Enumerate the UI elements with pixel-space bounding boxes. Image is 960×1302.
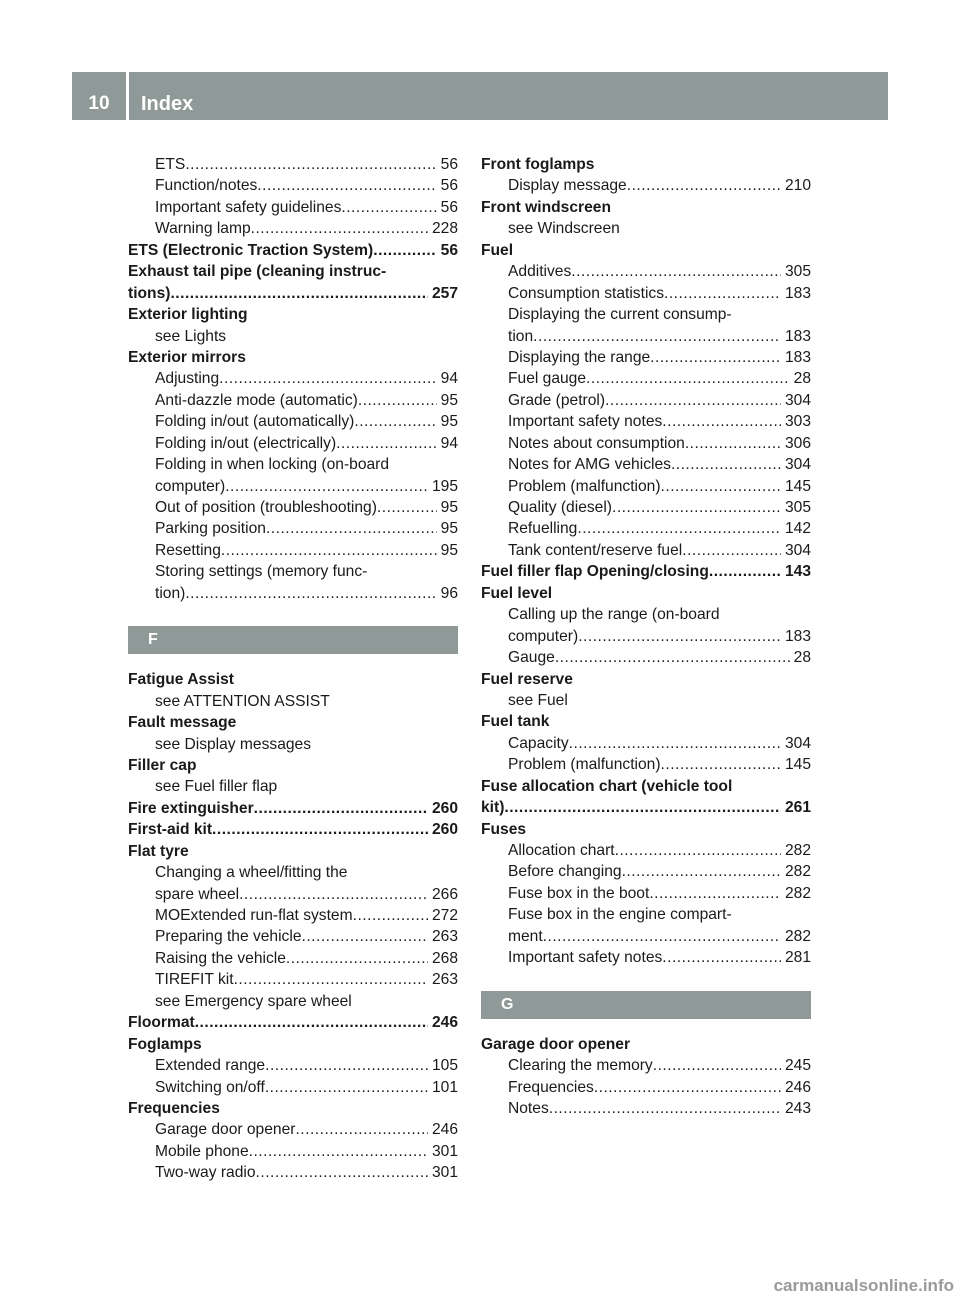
index-subentry xyxy=(128,884,458,905)
index-entry xyxy=(128,755,458,776)
dot-leader xyxy=(254,798,428,819)
entry-text: computer) xyxy=(155,477,226,495)
entry-text: Allocation chart xyxy=(508,842,615,859)
entry-text: Storing settings (memory func- xyxy=(155,563,368,581)
index-subentry xyxy=(481,1098,811,1119)
entry-text: Raising the vehicle xyxy=(155,949,286,967)
entry-text: see Display messages xyxy=(155,735,312,753)
page-reference: 243 xyxy=(784,1099,811,1117)
dot-leader xyxy=(219,368,436,389)
page-reference: 94 xyxy=(440,434,458,452)
dot-leader xyxy=(578,626,781,647)
index-subentry xyxy=(481,390,811,411)
entry-text: see Fuel xyxy=(508,691,568,709)
entry-text: Preparing the vehicle xyxy=(155,928,302,946)
entry-text: Fuse allocation chart (vehicle tool xyxy=(481,777,733,795)
index-subentry xyxy=(128,390,458,411)
index-subentry xyxy=(128,862,458,883)
index-subentry xyxy=(128,776,458,797)
entry-text: see Emergency spare wheel xyxy=(155,992,352,1010)
dot-leader xyxy=(627,175,781,196)
entry-text: Refuelling xyxy=(508,520,578,538)
entry-text: Extended range xyxy=(155,1057,266,1075)
entry-text: Garage door opener xyxy=(155,1121,296,1139)
dot-leader xyxy=(341,197,436,218)
page-reference: 246 xyxy=(431,1121,458,1139)
entry-text: see Lights xyxy=(155,327,227,345)
index-subentry xyxy=(128,905,458,926)
entry-text: tions) xyxy=(128,284,171,302)
index-subentry xyxy=(128,691,458,712)
index-entry xyxy=(481,583,811,604)
entry-text: Displaying the range xyxy=(508,348,651,366)
entry-text: Grade (petrol) xyxy=(508,391,606,409)
index-subentry xyxy=(128,497,458,518)
entry-text: Front foglamps xyxy=(481,156,595,173)
index-entry xyxy=(481,776,811,797)
page-reference: 183 xyxy=(784,284,811,302)
dot-leader xyxy=(622,861,781,882)
dot-leader xyxy=(577,518,781,539)
entry-text: Filler cap xyxy=(128,756,197,774)
dot-leader xyxy=(571,261,781,282)
dot-leader xyxy=(185,154,436,175)
index-subentry xyxy=(481,1055,811,1076)
dot-leader xyxy=(504,797,781,818)
page-reference: 282 xyxy=(784,842,811,859)
entry-text: Two-way radio xyxy=(155,1164,256,1182)
index-subentry xyxy=(481,904,811,925)
index-subentry xyxy=(481,518,811,539)
page-reference: 28 xyxy=(793,649,811,667)
dot-leader xyxy=(353,905,428,926)
entry-text: Important safety notes xyxy=(508,949,663,967)
index-subentry xyxy=(481,433,811,454)
dot-leader xyxy=(650,347,781,368)
index-entry xyxy=(481,154,811,175)
dot-leader xyxy=(662,947,781,968)
entry-text: MOExtended run-flat system xyxy=(155,907,353,924)
entry-text: Garage door opener xyxy=(481,1035,631,1053)
page-reference: 56 xyxy=(440,198,458,216)
dot-leader xyxy=(286,948,428,969)
entry-text: Changing a wheel/fitting the xyxy=(155,864,348,882)
dot-leader xyxy=(358,390,437,411)
dot-leader xyxy=(662,411,781,432)
dot-leader xyxy=(682,540,781,561)
dot-leader xyxy=(555,647,790,668)
index-subentry xyxy=(128,583,458,604)
page-reference: 261 xyxy=(784,799,811,817)
entry-text: Problem (malfunction) xyxy=(508,756,661,774)
index-subentry xyxy=(481,926,811,947)
index-subentry xyxy=(128,540,458,561)
index-subentry xyxy=(128,1162,458,1183)
index-subentry xyxy=(481,604,811,625)
page-reference: 246 xyxy=(431,1014,458,1032)
entry-text: Switching on/off xyxy=(155,1078,265,1096)
page-reference: 257 xyxy=(431,284,458,302)
index-subentry xyxy=(481,626,811,647)
page-reference: 95 xyxy=(440,391,458,409)
entry-text: Fuel tank xyxy=(481,713,550,731)
entry-text: Warning lamp xyxy=(155,220,251,238)
index-subentry xyxy=(481,497,811,518)
entry-text: First-aid kit xyxy=(128,821,213,839)
entry-text: Fuel level xyxy=(481,584,553,602)
page-reference: 301 xyxy=(431,1142,458,1160)
index-entry xyxy=(128,283,458,304)
entry-text: Front windscreen xyxy=(481,198,611,216)
entry-text: Notes for AMG vehicles xyxy=(508,456,671,474)
index-subentry xyxy=(128,969,458,990)
entry-text: Before changing xyxy=(508,863,622,881)
index-entry xyxy=(128,304,458,325)
index-entry xyxy=(481,561,811,582)
index-subentry xyxy=(481,947,811,968)
index-entry xyxy=(481,819,811,840)
dot-leader xyxy=(373,240,436,261)
entry-text: TIREFIT kit xyxy=(155,971,234,989)
index-entry xyxy=(481,797,811,818)
dot-leader xyxy=(664,283,781,304)
entry-text: see Fuel filler flap xyxy=(155,778,278,796)
index-subentry xyxy=(128,1141,458,1162)
page-reference: 94 xyxy=(440,370,458,388)
entry-text: Foglamps xyxy=(128,1035,202,1053)
index-subentry xyxy=(481,690,811,711)
page-reference: 143 xyxy=(784,563,811,581)
dot-leader xyxy=(612,497,781,518)
page-reference: 266 xyxy=(431,885,458,903)
index-entry xyxy=(481,711,811,732)
index-subentry xyxy=(481,411,811,432)
page-reference: 305 xyxy=(784,263,811,281)
entry-text: Calling up the range (on-board xyxy=(508,606,720,624)
index-entry xyxy=(481,669,811,690)
index-subentry xyxy=(128,991,458,1012)
dot-leader xyxy=(661,754,781,775)
entry-text: Exterior mirrors xyxy=(128,348,246,366)
entry-text: Parking position xyxy=(155,520,266,538)
entry-text: Adjusting xyxy=(155,370,220,388)
index-entry xyxy=(128,712,458,733)
page-reference: 228 xyxy=(431,220,458,238)
index-subentry xyxy=(128,518,458,539)
index-subentry xyxy=(481,1077,811,1098)
entry-text: Important safety guidelines xyxy=(155,198,342,216)
index-column-right xyxy=(481,154,811,1119)
dot-leader xyxy=(671,454,781,475)
page-reference: 95 xyxy=(440,499,458,516)
page-reference: 95 xyxy=(440,413,458,431)
dot-leader xyxy=(302,926,428,947)
watermark: carmanualsonline.info xyxy=(773,1276,954,1295)
dot-leader xyxy=(533,326,781,347)
index-subentry xyxy=(481,733,811,754)
dot-leader xyxy=(661,476,781,497)
page-reference: 263 xyxy=(431,971,458,989)
dot-leader xyxy=(251,218,428,239)
page-reference: 145 xyxy=(784,477,811,495)
index-subentry xyxy=(481,476,811,497)
entry-text: Quality (diesel) xyxy=(508,499,612,516)
index-subentry xyxy=(128,476,458,497)
page-reference: 304 xyxy=(784,734,811,752)
index-subentry xyxy=(481,261,811,282)
index-subentry xyxy=(128,1077,458,1098)
entry-text: Fuses xyxy=(481,820,527,838)
dot-leader xyxy=(266,518,437,539)
page-reference: 306 xyxy=(784,434,811,452)
entry-text: Floormat xyxy=(128,1014,195,1032)
dot-leader xyxy=(249,1141,428,1162)
index-subentry xyxy=(128,926,458,947)
index-subentry xyxy=(481,883,811,904)
index-entry xyxy=(481,240,811,261)
dot-leader xyxy=(649,883,781,904)
dot-leader xyxy=(212,819,428,840)
index-subentry xyxy=(481,304,811,325)
section-letter-heading: G xyxy=(481,991,811,1019)
index-subentry xyxy=(481,283,811,304)
entry-text: Out of position (troubleshooting) xyxy=(155,499,377,516)
index-entry xyxy=(128,347,458,368)
page-reference: 263 xyxy=(431,928,458,946)
dot-leader xyxy=(170,283,428,304)
page-reference: 195 xyxy=(431,477,458,495)
entry-text: Notes about consumption xyxy=(508,434,685,452)
index-subentry xyxy=(128,175,458,196)
index-entry xyxy=(128,1012,458,1033)
index-subentry xyxy=(481,754,811,775)
dot-leader xyxy=(295,1119,428,1140)
dot-leader xyxy=(185,583,436,604)
index-subentry xyxy=(481,647,811,668)
entry-text: spare wheel xyxy=(155,885,240,903)
page-reference: 56 xyxy=(440,156,458,173)
dot-leader xyxy=(653,1055,781,1076)
page-reference: 304 xyxy=(784,456,811,474)
page-reference: 282 xyxy=(784,884,811,902)
index-subentry xyxy=(481,454,811,475)
index-subentry xyxy=(128,218,458,239)
dot-leader xyxy=(265,1055,428,1076)
index-entry xyxy=(128,1098,458,1119)
dot-leader xyxy=(549,1098,781,1119)
index-entry xyxy=(128,819,458,840)
index-subentry xyxy=(128,1119,458,1140)
dot-leader xyxy=(239,884,428,905)
entry-text: Display message xyxy=(508,177,627,195)
index-subentry xyxy=(481,326,811,347)
entry-text: Folding in/out (automatically) xyxy=(155,413,355,431)
dot-leader xyxy=(225,476,428,497)
index-entry xyxy=(481,197,811,218)
page-reference: 145 xyxy=(784,756,811,774)
entry-text: Tank content/reserve fuel xyxy=(508,541,683,559)
dot-leader xyxy=(615,840,781,861)
dot-leader xyxy=(594,1077,781,1098)
entry-text: Additives xyxy=(508,263,572,281)
page-reference: 272 xyxy=(431,907,458,924)
page-reference: 304 xyxy=(784,391,811,409)
dot-leader xyxy=(605,390,781,411)
index-entry xyxy=(128,669,458,690)
dot-leader xyxy=(195,1012,428,1033)
index-subentry xyxy=(128,154,458,175)
page-reference: 56 xyxy=(440,177,458,195)
index-subentry xyxy=(128,433,458,454)
page-title: Index xyxy=(141,93,194,115)
page-reference: 210 xyxy=(784,177,811,195)
page-reference: 304 xyxy=(784,541,811,559)
entry-text: Capacity xyxy=(508,734,569,752)
index-entry xyxy=(128,1034,458,1055)
index-subentry xyxy=(128,948,458,969)
page-reference: 183 xyxy=(784,627,811,645)
page-reference: 28 xyxy=(793,370,811,388)
entry-text: see ATTENTION ASSIST xyxy=(155,692,330,710)
entry-text: Frequencies xyxy=(508,1078,594,1096)
index-subentry xyxy=(128,368,458,389)
index-subentry xyxy=(481,840,811,861)
index-subentry xyxy=(481,540,811,561)
page-reference: 245 xyxy=(784,1057,811,1075)
page-reference: 183 xyxy=(784,327,811,345)
entry-text: Problem (malfunction) xyxy=(508,477,661,495)
entry-text: Displaying the current consump- xyxy=(508,306,732,324)
entry-text: Fatigue Assist xyxy=(128,671,235,689)
entry-text: Notes xyxy=(508,1099,549,1117)
entry-text: Clearing the memory xyxy=(508,1057,653,1075)
entry-text: Fuse box in the boot xyxy=(508,884,650,902)
page-reference: 95 xyxy=(440,541,458,559)
entry-text: see Windscreen xyxy=(508,220,620,238)
dot-leader xyxy=(586,368,790,389)
index-subentry xyxy=(481,861,811,882)
entry-text: Fault message xyxy=(128,714,237,732)
entry-text: Anti-dazzle mode (automatic) xyxy=(155,391,358,409)
index-subentry xyxy=(128,326,458,347)
entry-text: Exhaust tail pipe (cleaning instruc- xyxy=(128,263,387,281)
page-reference: 305 xyxy=(784,499,811,516)
entry-text: Gauge xyxy=(508,649,555,667)
entry-text: Fire extinguisher xyxy=(128,799,254,817)
entry-text: Consumption statistics xyxy=(508,284,664,302)
page-reference: 96 xyxy=(440,584,458,602)
page-reference: 303 xyxy=(784,413,811,431)
page-reference: 281 xyxy=(784,949,811,967)
index-subentry xyxy=(128,734,458,755)
entry-text: computer) xyxy=(508,627,579,645)
entry-text: Flat tyre xyxy=(128,842,189,860)
entry-text: Folding in/out (electrically) xyxy=(155,434,337,452)
entry-text: kit) xyxy=(481,799,505,817)
dot-leader xyxy=(265,1077,428,1098)
entry-text: Fuse box in the engine compart- xyxy=(508,906,732,924)
header-divider xyxy=(126,72,129,120)
page-reference: 183 xyxy=(784,348,811,366)
page-reference: 95 xyxy=(440,520,458,538)
entry-text: tion xyxy=(508,327,534,345)
entry-text: Function/notes xyxy=(155,177,258,195)
index-subentry xyxy=(481,368,811,389)
index-entry xyxy=(128,261,458,282)
dot-leader xyxy=(354,411,436,432)
entry-text: Important safety notes xyxy=(508,413,663,431)
index-entry xyxy=(128,841,458,862)
dot-leader xyxy=(685,433,781,454)
page-reference: 301 xyxy=(431,1164,458,1182)
index-entry xyxy=(128,798,458,819)
dot-leader xyxy=(221,540,437,561)
dot-leader xyxy=(256,1162,428,1183)
entry-text: Fuel xyxy=(481,241,514,259)
entry-text: tion) xyxy=(155,584,186,602)
index-subentry xyxy=(128,1055,458,1076)
index-entry xyxy=(481,1034,811,1055)
entry-text: ment xyxy=(508,927,543,945)
page-number: 10 xyxy=(88,93,110,114)
entry-text: Fuel gauge xyxy=(508,370,587,388)
dot-leader xyxy=(569,733,781,754)
dot-leader xyxy=(709,561,781,582)
page-reference: 56 xyxy=(440,241,458,259)
dot-leader xyxy=(543,926,781,947)
entry-text: Fuel reserve xyxy=(481,670,573,688)
page-reference: 105 xyxy=(431,1057,458,1075)
index-subentry xyxy=(481,175,811,196)
index-subentry xyxy=(128,561,458,582)
dot-leader xyxy=(336,433,437,454)
entry-text: ETS (Electronic Traction System) xyxy=(128,241,374,259)
entry-text: Frequencies xyxy=(128,1099,220,1117)
entry-text: Mobile phone xyxy=(155,1142,249,1160)
index-subentry xyxy=(128,411,458,432)
page-reference: 142 xyxy=(784,520,811,538)
page-reference: 282 xyxy=(784,863,811,881)
index-subentry xyxy=(481,218,811,239)
entry-text: Resetting xyxy=(155,541,221,559)
page-header xyxy=(72,72,888,120)
page-reference: 260 xyxy=(431,799,458,817)
dot-leader xyxy=(234,969,428,990)
index-subentry xyxy=(481,347,811,368)
entry-text: Fuel filler flap Opening/closing xyxy=(481,563,709,581)
page-reference: 268 xyxy=(431,949,458,967)
dot-leader xyxy=(257,175,436,196)
index-subentry xyxy=(128,197,458,218)
entry-text: Exterior lighting xyxy=(128,306,248,324)
page-reference: 101 xyxy=(431,1078,458,1096)
page-reference: 246 xyxy=(784,1078,811,1096)
entry-text: Folding in when locking (on-board xyxy=(155,456,390,474)
index-column-left xyxy=(128,154,458,1184)
dot-leader xyxy=(377,497,437,518)
section-letter-heading: F xyxy=(128,626,458,654)
index-entry xyxy=(128,240,458,261)
page-reference: 260 xyxy=(431,821,458,839)
entry-text: ETS xyxy=(155,156,186,173)
index-subentry xyxy=(128,454,458,475)
page-reference: 282 xyxy=(784,927,811,945)
